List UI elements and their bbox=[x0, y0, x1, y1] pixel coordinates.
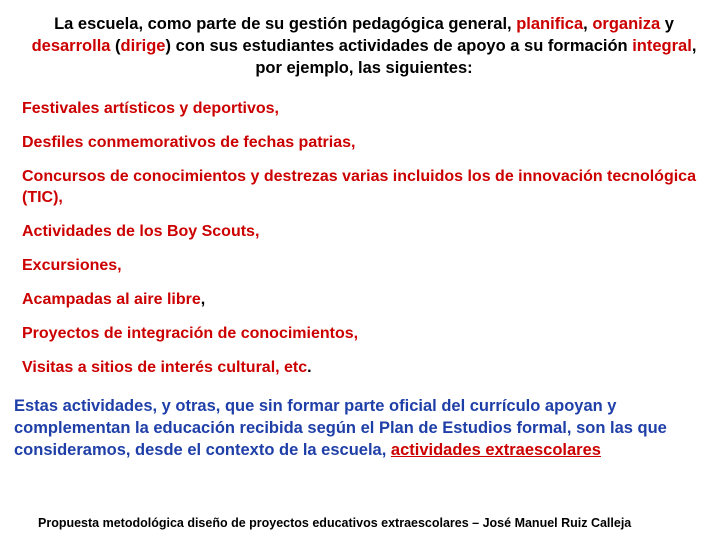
keyword-organiza: organiza bbox=[592, 15, 661, 33]
intro-text: La escuela, como parte de su gestión pedagógica general, bbox=[54, 15, 517, 33]
intro-text: , por ejemplo, las siguientes: bbox=[255, 37, 697, 77]
list-item bbox=[22, 357, 712, 378]
highlight-term: actividades extraescolares bbox=[390, 441, 601, 459]
list-item: Excursiones, bbox=[22, 257, 122, 274]
intro-text: ) con sus estudiantes actividades de apoyo a su formación bbox=[165, 37, 633, 55]
conclusion-paragraph bbox=[14, 395, 718, 461]
list-item: Festivales artísticos y deportivos, bbox=[22, 100, 279, 117]
intro-text: , bbox=[583, 15, 593, 33]
list-item: Proyectos de integración de conocimientos, bbox=[22, 325, 359, 342]
footer-caption: Propuesta metodológica diseño de proyectos educativos extraescolares – José Manuel Ruiz Calleja bbox=[38, 516, 632, 530]
list-item: Concursos de conocimientos y destrezas varias incluidos los de innovación tecnológica (TIC), bbox=[22, 168, 696, 206]
intro-paragraph bbox=[22, 13, 706, 79]
list-item bbox=[22, 289, 712, 310]
list-item-text: Acampadas al aire libre bbox=[22, 291, 201, 308]
keyword-dirige: dirige bbox=[120, 37, 166, 55]
activities-list bbox=[22, 98, 712, 391]
keyword-desarrolla: desarrolla bbox=[31, 37, 111, 55]
conclusion-text: Estas actividades, y otras, que sin formar parte oficial del currículo apoyan y complementan la educación recibida según el Plan de Estudios formal, son las que consideramos, desde el contexto de la escuela, bbox=[14, 397, 667, 459]
list-item-text: Visitas a sitios de interés cultural, etc bbox=[22, 359, 308, 376]
intro-text: y bbox=[660, 15, 674, 33]
list-item-punctuation: , bbox=[200, 291, 206, 308]
intro-text: ( bbox=[110, 37, 121, 55]
list-item-punctuation: . bbox=[307, 359, 312, 376]
keyword-integral: integral bbox=[632, 37, 692, 55]
list-item: Desfiles conmemorativos de fechas patrias, bbox=[22, 134, 356, 151]
keyword-planifica: planifica bbox=[516, 15, 584, 33]
list-item: Actividades de los Boy Scouts, bbox=[22, 223, 260, 240]
